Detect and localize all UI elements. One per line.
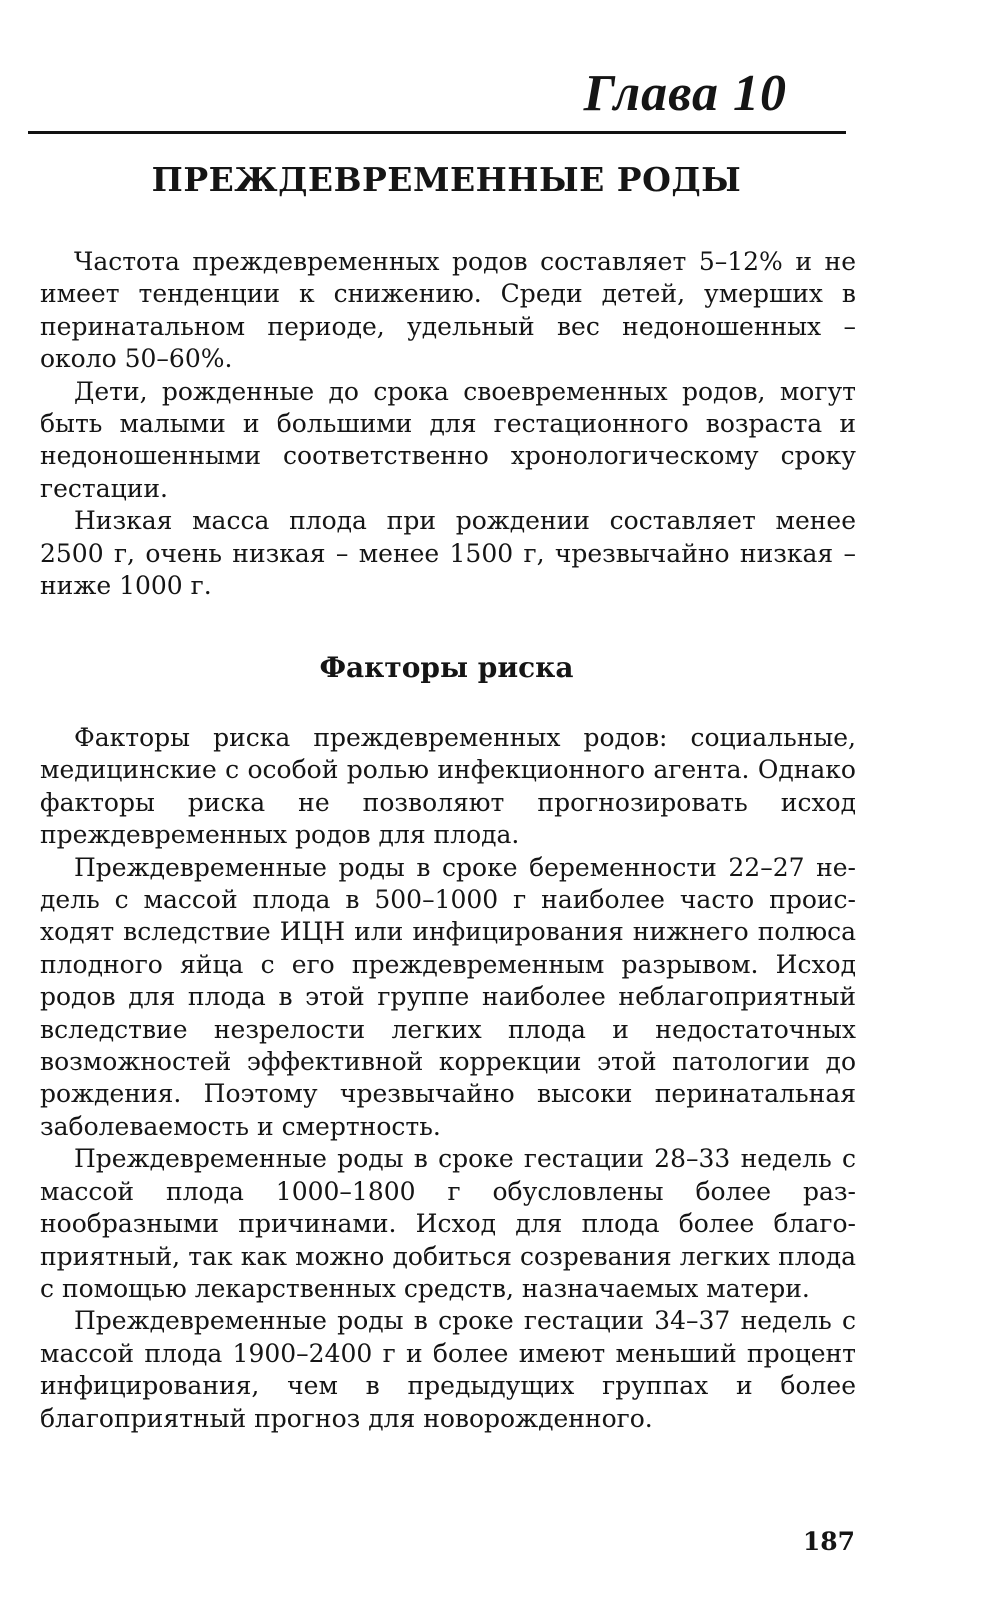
paragraph: Преждевременные роды в сроке беременности 22–27 недель с массой плода в 500–1000 г наиболее часто происходят вследствие ИЦН или инфицирования нижнего полюса плодного яйца с его преждевременным разрывом. Исход родов для плода в этой группе наиболее неблагоприятный вследствие незрелости легких плода и недостаточных возможностей эффективной коррекции этой патологии до рождения. Поэтому чрезвычайно высоки перинатальная заболеваемость и смертность. [40,852,856,1141]
paragraph: Преждевременные роды в сроке гестации 28–33 недель с массой плода 1000–1800 г обусловлены более разнообразными причинами. Исход для плода более благоприятный, так как можно добиться созревания легких плода с помощью лекарственных средств, назначаемых матери. [40,1144,856,1303]
section-text [40,722,856,1435]
paragraph: Преждевременные роды в сроке гестации 34–37 недель с массой плода 1900–2400 г и более имеют меньший процент инфицирования, чем в предыдущих группах и более благоприятный прогноз для новорожденного. [40,1306,856,1433]
page-title: ПРЕЖДЕВРЕМЕННЫЕ РОДЫ [151,160,742,199]
paragraph: Низкая масса плода при рождении составляет менее 2500 г, очень низкая – менее 1500 г, чрезвычайно низкая – ниже 1000 г. [40,506,856,601]
intro-text [40,246,856,602]
paragraph: Факторы риска преждевременных родов: социальные, медицинские с особой ролью инфекционного агента. Однако факторы риска не позволяют прогнозировать исход преждевременных родов для плода. [40,723,856,850]
paragraph: Дети, рожденные до срока своевременных родов, могут быть малыми и большими для гестационного возраста и недоношенными соответственно хронологическому сроку гестации. [40,376,856,503]
header-rule [28,131,846,134]
paragraph: Частота преждевременных родов составляет 5–12% и не имеет тенденции к снижению. Среди детей, умерших в перинатальном периоде, удельный вес недоношенных – около 50–60%. [40,247,856,374]
page-number: 187 [802,1527,855,1556]
section-title: Факторы риска [319,651,574,684]
chapter-label: Глава 10 [583,65,787,122]
